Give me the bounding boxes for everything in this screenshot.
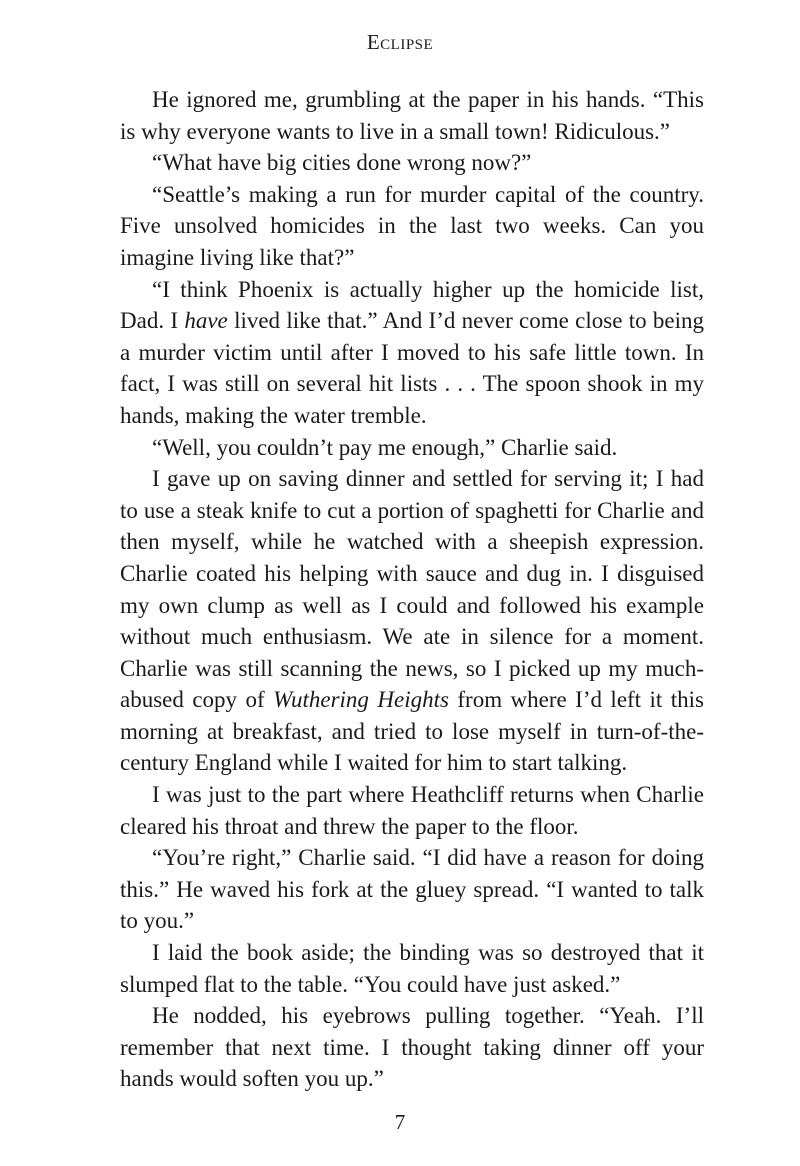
paragraph-2: “What have big cities done wrong now?” (152, 150, 532, 176)
paragraph-3: “Seattle’s making a run for murder capital of the country. Five unsolved homicides in the last two weeks. Can you imagine living like that?” (120, 181, 704, 270)
paragraph-7: I was just to the part where Heathcliff returns when Charlie cleared his throat and threw the paper to the floor. (120, 782, 704, 839)
emphasis-have: have (184, 308, 228, 334)
book-title-wuthering-heights: Wuthering Heights (273, 687, 449, 713)
paragraph-10: He nodded, his eyebrows pulling together. “Yeah. I’ll remember that next time. I thought taking dinner off your hands would soften you up.” (120, 1003, 704, 1092)
paragraph-1: He ignored me, grumbling at the paper in his hands. “This is why everyone wants to live in a small town! Ridiculous.” (120, 87, 704, 144)
paragraph-8: “You’re right,” Charlie said. “I did have a reason for doing this.” He waved his fork at the gluey spread. “I wanted to talk to you.” (120, 845, 704, 934)
body-text (120, 84, 704, 1095)
paragraph-6: I gave up on saving dinner and settled for serving it; I had to use a steak knife to cut a portion of spaghetti for Charlie and then myself, while he watched with a sheepish expression. Charlie coated his helping with sauce and dug in. I disguised my own clump as well as I could and followed his example without much enthusiasm. We ate in silence for a moment. Charlie was still scanning the news, so I picked up my much-abused copy of Wuthering Heights from where I’d left it this morning at breakfast, and tried to lose myself in turn-of-the-century England while I waited for him to start talking. (120, 466, 704, 776)
paragraph-4: “I think Phoenix is actually higher up the homicide list, Dad. I have lived like that.” And I’d never come close to being a murder victim until after I moved to his safe little town. In fact, I was still on several hit lists . . . The spoon shook in my hands, making the water tremble. (120, 276, 705, 428)
paragraph-5: “Well, you couldn’t pay me enough,” Charlie said. (152, 434, 618, 460)
paragraph-9: I laid the book aside; the binding was so destroyed that it slumped flat to the table. “You could have just asked.” (120, 940, 704, 997)
page-number: 7 (394, 1110, 406, 1134)
running-head: Eclipse (366, 30, 434, 54)
